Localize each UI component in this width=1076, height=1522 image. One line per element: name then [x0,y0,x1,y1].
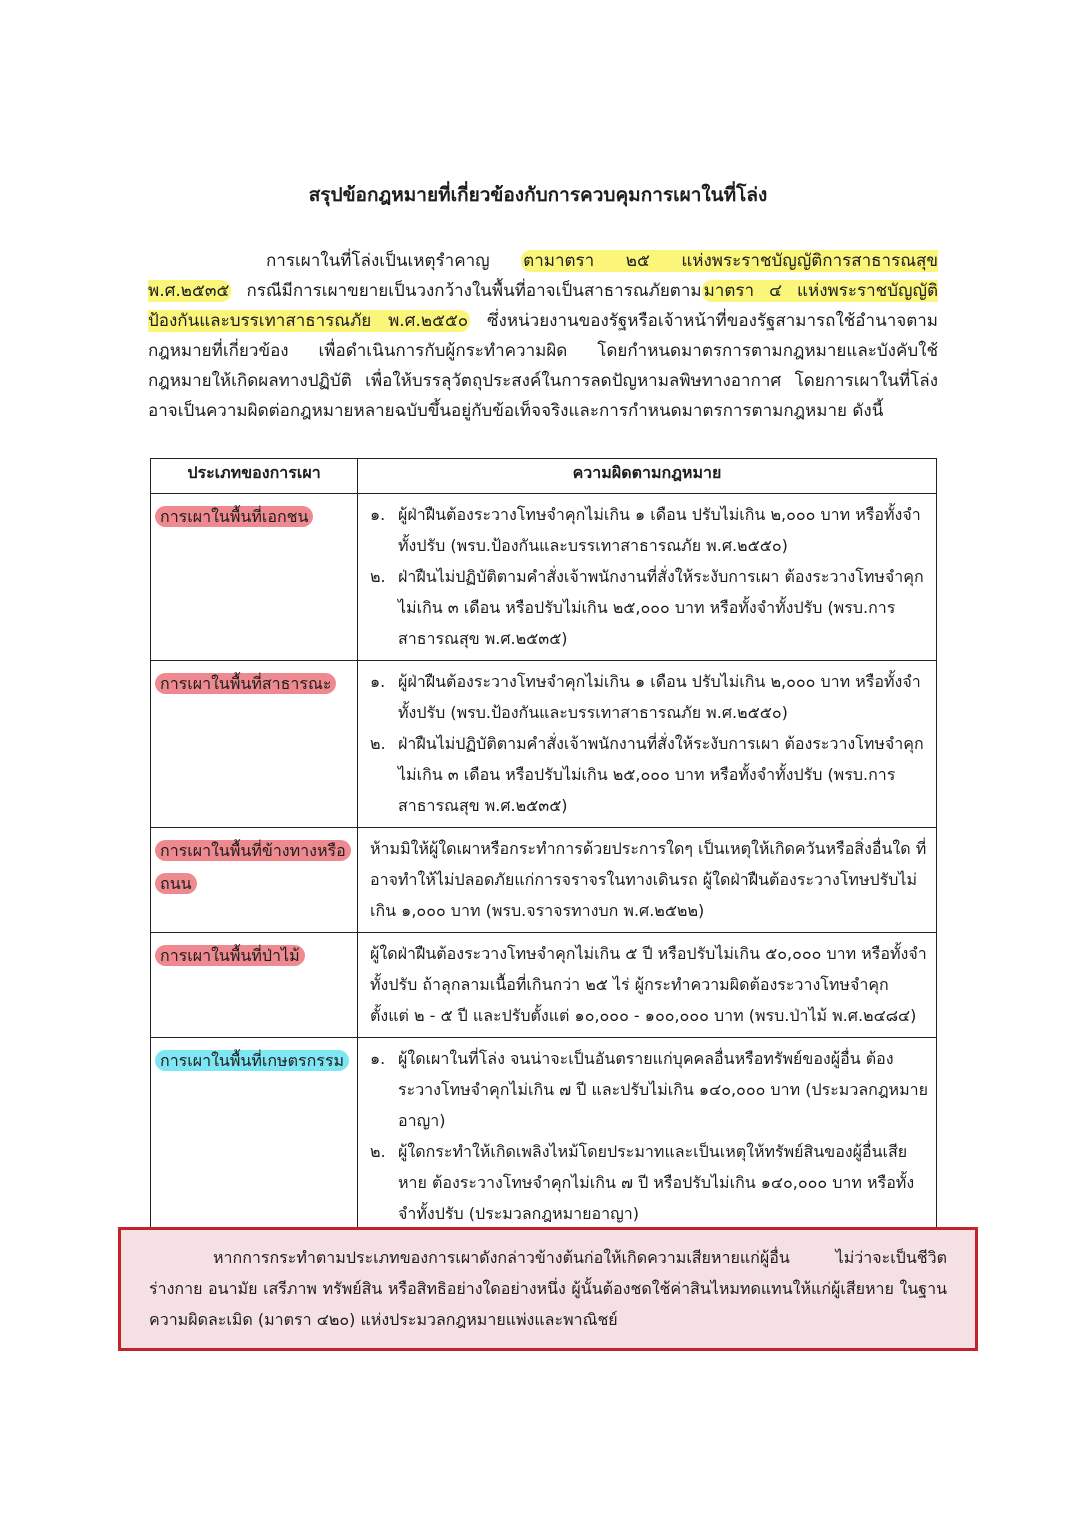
intro-rest: ซึ่งหน่วยงานของรัฐหรือเจ้าหน้าที่ของรัฐสามารถใช้อำนาจตามกฎหมายที่เกี่ยวข้อง เพื่อดำเนินการกับผู้กระทำความผิด โดยกำหนดมาตรการตามกฎหมายและบังคับใช้กฎหมายให้เกิดผลทางปฏิบัติ เพื่อให้บรรลุวัตถุประสงค์ในการลดปัญหามลพิษทางอากาศ โดยการเผาในที่โล่งอาจเป็นความผิดต่อกฎหมายหลายฉบับขึ้นอยู่กับข้อเท็จจริงและการกำหนดมาตรการตามกฎหมาย ดังนี้ [148,311,938,421]
table-row [151,661,937,828]
law-table [150,458,937,1236]
burning-type-label: การเผาในพื้นที่ป่าไม้ [155,945,305,966]
legal-offense-cell [358,828,937,933]
offense-item-number: ๑. [370,505,386,524]
offense-item-text: ผู้ฝ่าฝืนต้องระวางโทษจำคุกไม่เกิน ๑ เดือน ปรับไม่เกิน ๒,๐๐๐ บาท หรือทั้งจำทั้งปรับ (พรบ.ป้องกันและบรรเทาสาธารณภัย พ.ศ.๒๕๕๐) [398,505,921,555]
offense-item-text: ผู้ฝ่าฝืนต้องระวางโทษจำคุกไม่เกิน ๑ เดือน ปรับไม่เกิน ๒,๐๐๐ บาท หรือทั้งจำทั้งปรับ (พรบ.ป้องกันและบรรเทาสาธารณภัย พ.ศ.๒๕๕๐) [398,672,921,722]
offense-item [370,833,928,926]
offense-item-text: ผู้ใดฝ่าฝืนต้องระวางโทษจำคุกไม่เกิน ๕ ปี หรือปรับไม่เกิน ๕๐,๐๐๐ บาท หรือทั้งจำทั้งปรับ ถ้าลุกลามเนื้อที่เกินกว่า ๒๕ ไร่ ผู้กระทำความผิดต้องระวางโทษจำคุก ตั้งแต่ ๒ - ๕ ปี และปรับตั้งแต่ ๑๐,๐๐๐ - ๑๐๐,๐๐๐ บาท (พรบ.ป่าไม้ พ.ศ.๒๔๘๔) [370,944,927,1025]
legal-offense-cell [358,494,937,661]
notice-text: หากการกระทำตามประเภทของการเผาดังกล่าวข้างต้นก่อให้เกิดความเสียหายแก่ผู้อื่น ไม่ว่าจะเป็นชีวิต ร่างกาย อนามัย เสรีภาพ ทรัพย์สิน หรือสิทธิอย่างใดอย่างหนึ่ง ผู้นั้นต้องชดใช้ค่าสินไหมทดแทนให้แก่ผู้เสียหาย ในฐานความผิดละเมิด (มาตรา ๔๒๐) แห่งประมวลกฎหมายแพ่งและพาณิชย์ [149,1248,947,1329]
offense-item-text: ห้ามมิให้ผู้ใดเผาหรือกระทำการด้วยประการใดๆ เป็นเหตุให้เกิดควันหรือสิ่งอื่นใด ที่อาจทำให้ไม่ปลอดภัยแก่การจราจรในทางเดินรถ ผู้ใดฝ่าฝืนต้องระวางโทษปรับไม่เกิน ๑,๐๐๐ บาท (พรบ.จราจรทางบก พ.ศ.๒๕๒๒) [370,839,927,920]
burning-type-cell [151,494,358,661]
intro-paragraph [148,246,938,426]
burning-type-cell [151,933,358,1038]
burning-type-label: การเผาในพื้นที่เกษตรกรรม [155,1050,349,1071]
burning-type-label: การเผาในพื้นที่เอกชน [155,506,313,527]
document-title: สรุปข้อกฎหมายที่เกี่ยวข้องกับการควบคุมการเผาในที่โล่ง [308,184,768,206]
offense-item [370,1043,928,1136]
offense-item [370,561,928,654]
intro-mid: กรณีมีการเผาขยายเป็นวงกว้างในพื้นที่อาจเป็นสาธารณภัยตาม [231,281,702,301]
table-row [151,933,937,1038]
offense-item [370,499,928,561]
table-row [151,828,937,933]
offense-item-number: ๑. [370,672,386,691]
offense-item-text: ผู้ใดกระทำให้เกิดเพลิงไหม้โดยประมาทและเป็นเหตุให้ทรัพย์สินของผู้อื่นเสียหาย ต้องระวางโทษจำคุกไม่เกิน ๗ ปี หรือปรับไม่เกิน ๑๔๐,๐๐๐ บาท หรือทั้งจำทั้งปรับ (ประมวลกฎหมายอาญา) [398,1142,915,1223]
highlight-public-health-act: ตามาตรา ๒๕ แห่งพระราชบัญญัติการสาธารณสุข พ.ศ.๒๕๓๕ [148,251,938,301]
offense-item [370,666,928,728]
offense-item [370,938,928,1031]
legal-offense-cell [358,1038,937,1236]
civil-liability-notice [118,1227,978,1351]
table-header-row [151,459,937,494]
highlight-disaster-act: มาตรา ๔ แห่งพระราชบัญญัติป้องกันและบรรเทาสาธารณภัย พ.ศ.๒๕๕๐ [148,281,938,331]
offense-item [370,1136,928,1229]
table-body [151,494,937,1236]
burning-type-label: การเผาในพื้นที่ข้างทางหรือถนน [155,840,351,894]
intro-lead: การเผาในที่โล่งเป็นเหตุรำคาญ [266,251,522,271]
table-row [151,1038,937,1236]
legal-offense-cell [358,661,937,828]
burning-type-cell [151,1038,358,1236]
header-burning-type: ประเภทของการเผา [151,459,358,494]
legal-offense-cell [358,933,937,1038]
burning-type-cell [151,828,358,933]
offense-item-number: ๑. [370,1049,386,1068]
offense-item-number: ๒. [370,1142,386,1161]
offense-item-text: ฝ่าฝืนไม่ปฏิบัติตามคำสั่งเจ้าพนักงานที่สั่งให้ระงับการเผา ต้องระวางโทษจำคุกไม่เกิน ๓ เดือน หรือปรับไม่เกิน ๒๕,๐๐๐ บาท หรือทั้งจำทั้งปรับ (พรบ.การสาธารณสุข พ.ศ.๒๕๓๕) [398,567,924,648]
offense-item-text: ผู้ใดเผาในที่โล่ง จนน่าจะเป็นอันตรายแก่บุคคลอื่นหรือทรัพย์ของผู้อื่น ต้องระวางโทษจำคุกไม่เกิน ๗ ปี และปรับไม่เกิน ๑๔๐,๐๐๐ บาท (ประมวลกฎหมายอาญา) [398,1049,929,1130]
offense-item-number: ๒. [370,567,386,586]
table-row [151,494,937,661]
burning-type-label: การเผาในพื้นที่สาธารณะ [155,673,336,694]
offense-item-text: ฝ่าฝืนไม่ปฏิบัติตามคำสั่งเจ้าพนักงานที่สั่งให้ระงับการเผา ต้องระวางโทษจำคุกไม่เกิน ๓ เดือน หรือปรับไม่เกิน ๒๕,๐๐๐ บาท หรือทั้งจำทั้งปรับ (พรบ.การสาธารณสุข พ.ศ.๒๕๓๕) [398,734,924,815]
offense-item-number: ๒. [370,734,386,753]
burning-type-cell [151,661,358,828]
header-legal-offense: ความผิดตามกฎหมาย [358,459,937,494]
offense-item [370,728,928,821]
